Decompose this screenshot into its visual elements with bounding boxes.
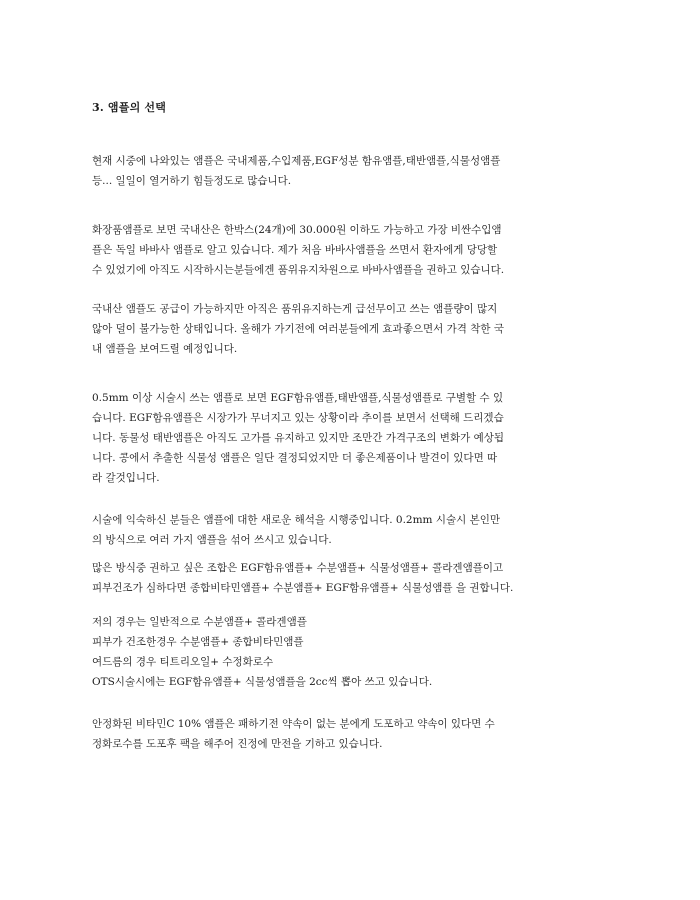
paragraph-line: 않아 덜이 불가능한 상태입니다. 올해가 가기전에 여러분들에게 효과좋으면서 가격 착한 국 [92, 323, 505, 335]
paragraph-line: 안정화된 비타민C 10% 앰플은 패하기전 약속이 없는 분에게 도포하고 약속이 있다면 수 [92, 718, 495, 730]
paragraph-line: 습니다. EGF함유앰플은 시장가가 무너지고 있는 상황이라 추이를 보면서 선택해 드리겠습 [92, 412, 504, 424]
paragraph-line: 정화로수를 도포후 팩을 해주어 진정에 만전을 기하고 있습니다. [92, 738, 383, 750]
paragraph-line: 많은 방식중 권하고 싶은 조합은 EGF함유앰플+ 수분앰플+ 식물성앰플+ 콜라겐앰플이고 [92, 562, 504, 574]
paragraph-line: 저의 경우는 일반적으로 수분앰플+ 콜라겐앰플 [92, 616, 307, 628]
paragraph-line: 화장품앰플로 보면 국내산은 한박스(24개)에 30.000원 이하도 가능하고 가장 비싼수입앰 [92, 224, 502, 236]
section-title: 3. 앰플의 선택 [92, 101, 167, 114]
paragraph-line: 의 방식으로 여러 가지 앰플을 섞어 쓰시고 있습니다. [92, 534, 332, 546]
paragraph-line: 피부가 건조한경우 수분앰플+ 종합비타민앰플 [92, 636, 304, 648]
paragraph-line: 피부건조가 심하다면 종합비타민앰플+ 수분앰플+ EGF함유앰플+ 식물성앰플 을 권합니다. [92, 582, 514, 594]
paragraph-line: 현재 시중에 나와있는 앰플은 국내제품,수입제품,EGF성분 함유앰플,태반앰플,식물성앰플 [92, 155, 501, 167]
paragraph-procedure-ampoule [92, 388, 612, 488]
paragraph-domestic-ampoule [92, 299, 612, 359]
paragraph-market-overview [92, 151, 612, 191]
paragraph-line: 국내산 앰플도 공급이 가능하지만 아직은 품위유지하는게 급선무이고 쓰는 앰플량이 많지 [92, 303, 498, 315]
paragraph-line: 플은 독일 바바사 앰플로 알고 있습니다. 제가 처음 바바사앰플을 쓰면서 환자에게 당당할 [92, 244, 498, 256]
paragraph-line: 수 있었기에 아직도 시작하시는분들에겐 품위유지차원으로 바바사앰플을 권하고 있습니다. [92, 264, 505, 276]
paragraph-line: 등... 일일이 열거하기 힘들정도로 많습니다. [92, 175, 292, 187]
paragraph-line: 니다. 콩에서 추출한 식물성 앰플은 일단 결정되었지만 더 좋은제품이나 발견이 있다면 따 [92, 452, 498, 464]
paragraph-line: OTS시술시에는 EGF함유앰플+ 식물성앰플을 2cc씩 뽑아 쓰고 있습니다. [92, 676, 433, 688]
paragraph-line: 여드름의 경우 티트리오일+ 수정화로수 [92, 656, 274, 668]
paragraph-line: 시술에 익숙하신 분들은 앰플에 대한 새로운 해석을 시행중입니다. 0.2mm 시술시 본인만 [92, 514, 501, 526]
paragraph-personal-cases [92, 612, 612, 692]
paragraph-line: 내 앰플을 보여드릴 예정입니다. [92, 343, 238, 355]
paragraph-recommended-combination [92, 558, 612, 598]
paragraph-line: 라 갈것입니다. [92, 472, 160, 484]
paragraph-line: 니다. 동물성 태반앰플은 아직도 고가를 유지하고 있지만 조만간 가격구조의 변화가 예상됩 [92, 432, 505, 444]
paragraph-line: 0.5mm 이상 시술시 쓰는 앰플로 보면 EGF함유앰플,태반앰플,식물성앰플로 구별할 수 있 [92, 392, 504, 404]
paragraph-experienced-users [92, 510, 612, 550]
paragraph-vitamin-c [92, 714, 612, 754]
paragraph-cosmetic-ampoule [92, 220, 612, 280]
